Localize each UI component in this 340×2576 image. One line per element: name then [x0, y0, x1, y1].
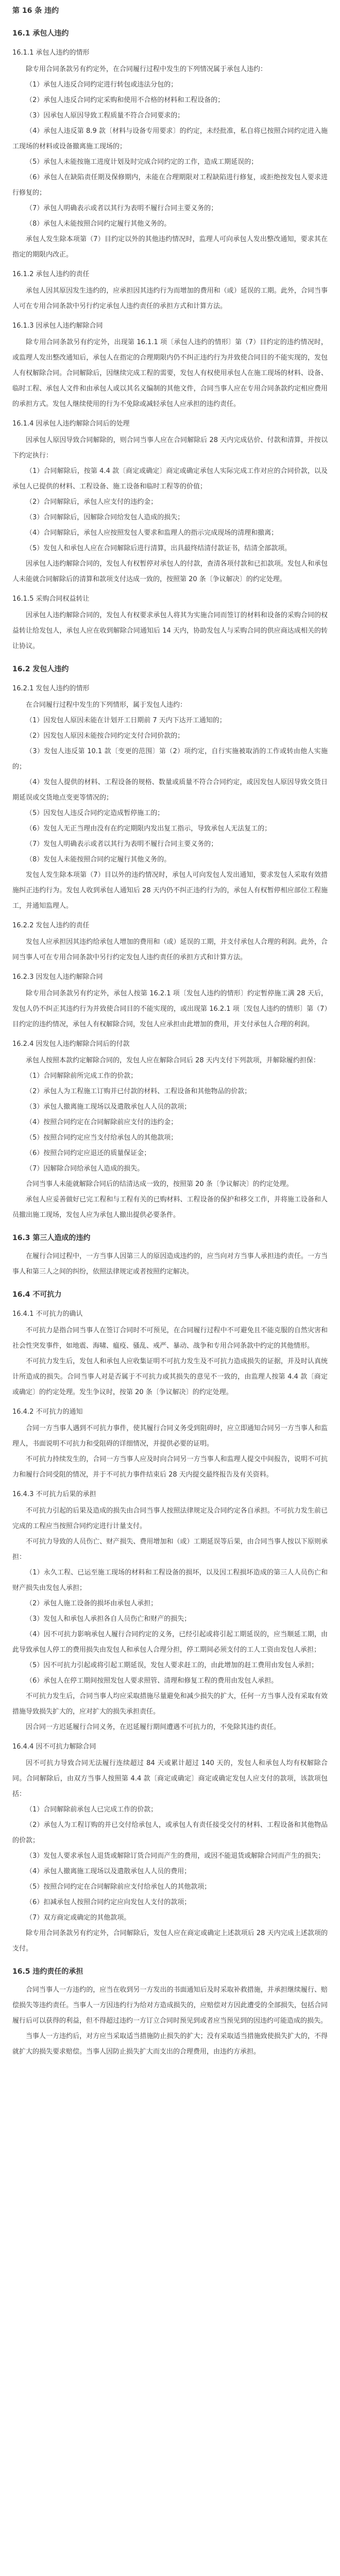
paragraph: 因承包人违约解除合同的，发包人有权暂停对承包人的付款，查清各项付款和已扣款项。发包人和承包人未能就合同解除后的清算和款项支付达成一致的，按照第 20 条〔争议解决〕的约定处理。: [12, 560, 328, 583]
paragraph: 承包人按照本款约定解除合同的，发包人应在解除合同后 28 天内支付下列款项，并解除履约担保：: [26, 1057, 320, 1064]
subsection-title: 16.4.2 不可抗力的通知: [12, 1408, 83, 1416]
list-item: （1）合同解除前承包人已完成工作的价款；: [26, 1806, 158, 1814]
paragraph: 不可抗力是指合同当事人在签订合同时不可预见，在合同履行过程中不可避免且不能克服的自然灾害和社会性突发事件，如地震、海啸、瘟疫、骚乱、戒严、暴动、战争和专用合同条款中约定的其他情形。: [12, 1327, 328, 1350]
list-item: （7）双方商定或确定的其他款项。: [26, 1914, 131, 1922]
paragraph: 因承包人违约解除合同的，发包人有权要求承包人将其为实施合同而签订的材料和设备的采购合同的权益转让给发包人，承包人应在收到解除合同通知后 14 天内，协助发包人与采购合同的供应商达成相关的转让协议。: [12, 612, 328, 650]
list-item: （7）发包人明确表示或者以其行为表明不履行合同主要义务的；: [26, 840, 218, 848]
list-item: （6）按照合同约定应退还的质量保证金；: [26, 1149, 151, 1157]
list-item: （5）承包人未能按施工进度计划及时完成合同约定的工作，造成工期延误的；: [26, 158, 258, 166]
subsection-title: 16.4.4 因不可抗力解除合同: [12, 1743, 96, 1751]
paragraph: 不可抗力引起的后果及造成的损失由合同当事人按照法律规定及合同约定各自承担。不可抗力发生前已完成的工程应当按照合同约定进行计量支付。: [12, 1507, 328, 1530]
list-item: （1）永久工程、已运至施工现场的材料和工程设备的损坏，以及因工程损坏造成的第三人人员伤亡和财产损失由发包人承担；: [12, 1569, 328, 1592]
section-title: 16.5 违约责任的承担: [12, 1968, 83, 1976]
subsection-title: 16.2.2 发包人违约的责任: [12, 922, 90, 929]
list-item: （1）承包人违反合同约定进行转包或违法分包的；: [26, 81, 178, 89]
paragraph: 发包人应承担因其违约给承包人增加的费用和（或）延误的工期，并支付承包人合理的利润。此外，合同当事人可在专用合同条款中另行约定发包人违约责任的承担方式和计算方法。: [12, 938, 328, 961]
paragraph: 在合同履行过程中发生的下列情形，属于发包人违约：: [26, 701, 187, 709]
sections-container: [12, 26, 328, 2060]
section: [12, 662, 328, 1223]
paragraph: 因合同一方迟延履行合同义务，在迟延履行期间遭遇不可抗力的，不免除其违约责任。: [26, 1723, 281, 1731]
list-item: （8）承包人未能按照合同约定履行其他义务的。: [26, 220, 171, 228]
paragraph: 合同当事人未能就解除合同后的结清达成一致的，按照第 20 条〔争议解决〕的约定处理。: [26, 1180, 293, 1188]
subsection-title: 16.2.3 因发包人违约解除合同: [12, 973, 103, 981]
paragraph: 在履行合同过程中，一方当事人因第三人的原因造成违约的，应当向对方当事人承担违约责任。一方当事人和第三人之间的纠纷，依照法律规定或者按照约定解决。: [12, 1252, 328, 1276]
list-item: （4）按照合同约定在合同解除前应支付的违约金；: [26, 1118, 178, 1126]
list-item: （2）承包人施工设备的损坏由承包人承担；: [26, 1600, 158, 1607]
subsection-title: 16.2.1 发包人违约的情形: [12, 685, 90, 692]
paragraph: 除专用合同条款另有约定外，在合同履行过程中发生的下列情况属于承包人违约：: [26, 65, 267, 73]
list-item: （5）发包人和承包人应在合同解除后进行清算，出具最终结清付款证书，结清全部款项。: [26, 545, 292, 552]
paragraph: 不可抗力持续发生的，合同一方当事人应及时向合同另一方当事人和监理人提交中间报告，说明不可抗力和履行合同受阻的情况，并于不可抗力事件结束后 28 天内提交最终报告及有关资料。: [12, 1455, 328, 1479]
list-item: （2）合同解除后，承包人应支付的违约金；: [26, 498, 158, 506]
section: [12, 1964, 328, 2060]
paragraph: 因不可抗力导致合同无法履行连续超过 84 天或累计超过 140 天的，发包人和承包人均有权解除合同。合同解除后，由双方当事人按照第 4.4 款〔商定或确定〕商定或确定发包人应支付的款项，该款项包括：: [12, 1759, 328, 1798]
list-item: （3）发包人和承包人承担各自人员伤亡和财产的损失；: [26, 1615, 191, 1623]
paragraph: 发包人发生除本项第（7）目以外的违约情况时，承包人可向发包人发出通知，要求发包人采取有效措施纠正违约行为。发包人收到承包人通知后 28 天内仍不纠正违约行为的，承包人有权暂停相应部位工程施工，并通知监理人。: [12, 871, 328, 910]
list-item: （4）承包人违反第 8.9 款〔材料与设备专用要求〕的约定，未经批准，私自将已按照合同约定进入施工现场的材料或设备撤离施工现场的；: [12, 127, 328, 150]
list-item: （7）承包人明确表示或者以其行为表明不履行合同主要义务的；: [26, 205, 218, 212]
section: [12, 26, 328, 654]
list-item: （3）合同解除后，因解除合同给发包人造成的损失；: [26, 514, 184, 521]
subsection-title: 16.1.1 承包人违约的情形: [12, 49, 90, 57]
subsection-title: 16.2.4 因发包人违约解除合同后的付款: [12, 1040, 130, 1048]
subsection-title: 16.1.4 因承包人违约解除合同后的处理: [12, 420, 130, 428]
subsection-title: 16.4.1 不可抗力的确认: [12, 1310, 83, 1318]
paragraph: 因承包人原因导致合同解除的，则合同当事人应在合同解除后 28 天内完成估价、付款和清算，并按以下约定执行：: [12, 436, 328, 460]
list-item: （2）承包人为工程订购的并已交付给承包人，或承包人有责任接受交付的材料、工程设备和其他物品的价款；: [12, 1821, 328, 1844]
list-item: （5）按照合同约定应当支付给承包人的其他款项；: [26, 1134, 178, 1142]
list-item: （4）因不可抗力影响承包人履行合同约定的义务，已经引起或将引起工期延误的，应当顺延工期，由此导致承包人停工的费用损失由发包人和承包人合理分担，停工期间必须支付的工人工资由发包人承担；: [12, 1631, 328, 1654]
paragraph: 不可抗力发生后，发包人和承包人应收集证明不可抗力发生及不可抗力造成损失的证据，并及时认真统计所造成的损失。合同当事人对是否属于不可抗力或其损失的意见不一致的，由监理人按第 4.4 款〔商定或确定〕的约定处理。发生争议时，按第 20 条〔争议解决〕的约定处理。: [12, 1358, 328, 1396]
list-item: （1）因发包人原因未能在计划开工日期前 7 天内下达开工通知的；: [26, 717, 226, 724]
list-item: （8）发包人未能按照合同约定履行其他义务的。: [26, 856, 171, 863]
paragraph: 除专用合同条款另有约定外，承包人按第 16.2.1 项〔发包人违约的情形〕约定暂停施工满 28 天后，发包人仍不纠正其违约行为并致使合同目的不能实现的，或出现第 16.2.1 项〔发包人违约的情形〕第（7）目约定的违约情况，承包人有权解除合同，发包人应承担由此增加的费用，并支付承包人合理的利润。: [12, 990, 328, 1028]
list-item: （5）因不可抗力引起或将引起工期延误，发包人要求赶工的，由此增加的赶工费用由发包人承担；: [26, 1662, 318, 1669]
list-item: （3）承包人撤离施工现场以及遣散承包人人员的款项；: [26, 1103, 191, 1111]
subsection-title: 16.1.2 承包人违约的责任: [12, 270, 90, 278]
list-item: （6）承包人在停工期间按照发包人要求照管、清理和修复工程的费用由发包人承担。: [26, 1677, 278, 1685]
section: [12, 1230, 328, 1280]
list-item: （3）因承包人原因导致工程质量不符合合同要求的；: [26, 112, 184, 120]
section-title: 16.4 不可抗力: [12, 1291, 62, 1299]
subsection-title: 16.1.3 因承包人违约解除合同: [12, 322, 103, 330]
paragraph: 承包人因其原因发生违约的，应承担因其违约行为而增加的费用和（或）延误的工期。此外，合同当事人可在专用合同条款中另行约定承包人违约责任的承担方式和计算方法。: [12, 287, 328, 310]
list-item: （1）合同解除前所完成工作的价款；: [26, 1072, 138, 1080]
paragraph: 承包人发生除本项第（7）目约定以外的其他违约情况时，监理人可向承包人发出整改通知，要求其在指定的期限内改正。: [12, 235, 328, 259]
section-title: 16.2 发包人违约: [12, 665, 69, 673]
list-item: （4）承包人撤离施工现场以及遣散承包人人员的费用；: [26, 1868, 191, 1875]
list-item: （6）扣减承包人按照合同约定应向发包人支付的款项；: [26, 1899, 191, 1906]
list-item: （6）承包人在缺陷责任期及保修期内，未能在合理期限对工程缺陷进行修复，或拒绝按发包人要求进行修复的；: [12, 174, 328, 197]
paragraph: 不可抗力导致的人员伤亡、财产损失、费用增加和（或）工期延误等后果，由合同当事人按以下原则承担：: [12, 1538, 328, 1561]
paragraph: 当事人一方违约后，对方应当采取适当措施防止损失的扩大；没有采取适当措施致使损失扩大的，不得就扩大的损失要求赔偿。当事人因防止损失扩大而支出的合理费用，由违约方承担。: [12, 2032, 328, 2056]
list-item: （2）承包人为工程施工订购并已付款的材料、工程设备和其他物品的价款；: [26, 1088, 251, 1095]
paragraph: 承包人应妥善做好已完工程和与工程有关的已购材料、工程设备的保护和移交工作，并将施工设备和人员撤出施工现场，发包人应为承包人撤出提供必要条件。: [12, 1196, 328, 1219]
list-item: （6）发包人无正当理由没有在约定期限内发出复工指示，导致承包人无法复工的；: [26, 825, 271, 833]
list-item: （2）因发包人原因未能按合同约定支付合同价款的；: [26, 732, 184, 740]
list-item: （4）合同解除后，承包人应按照发包人要求和监理人的指示完成现场的清理和撤离；: [26, 529, 278, 537]
paragraph: 除专用合同条款另有约定外，合同解除后，发包人应在商定或确定上述款项后 28 天内完成上述款项的支付。: [12, 1929, 328, 1953]
section-title: 16.3 第三人造成的违约: [12, 1234, 91, 1242]
chapter-title: 第 16 条 违约: [12, 7, 59, 15]
subsection-title: 16.1.5 采购合同权益转让: [12, 595, 90, 603]
list-item: （5）因发包人违反合同约定造成暂停施工的；: [26, 809, 164, 817]
list-item: （1）合同解除后，按第 4.4 款〔商定或确定〕商定或确定承包人实际完成工作对应的合同价款，以及承包人已提供的材料、工程设备、施工设备和临时工程等的价值；: [12, 467, 328, 490]
list-item: （3）发包人要求承包人退货或解除订货合同而产生的费用，或因不能退货或解除合同而产生的损失；: [26, 1852, 325, 1860]
list-item: （3）发包人违反第 10.1 款〔变更的范围〕第（2）项约定，自行实施被取消的工作或转由他人实施的；: [12, 748, 328, 771]
paragraph: 不可抗力发生后，合同当事人均应采取措施尽量避免和减少损失的扩大，任何一方当事人没有采取有效措施导致损失扩大的，应对扩大的损失承担责任。: [12, 1692, 328, 1716]
section-title: 16.1 承包人违约: [12, 29, 69, 38]
list-item: （7）因解除合同给承包人造成的损失。: [26, 1165, 144, 1173]
subsection-title: 16.4.3 不可抗力后果的承担: [12, 1490, 96, 1498]
list-item: （5）按照合同约定在合同解除前应支付给承包人的其他款项；: [26, 1883, 211, 1891]
paragraph: 合同当事人一方违约的，应当在收到另一方发出的书面通知后及时采取补救措施，并承担继续履行、赔偿损失等违约责任。当事人一方因违约行为给对方造成损失的，应赔偿对方因此遭受的全部损失，包括合同履行后可以获得的利益，但不得超过违约一方订立合同时预见到或者应当预见到的因违约可能造成的损失。: [12, 1986, 328, 2025]
section: [12, 1287, 328, 1957]
paragraph: 合同一方当事人遇到不可抗力事件，使其履行合同义务受到阻碍时，应立即通知合同另一方当事人和监理人，书面说明不可抗力和受阻碍的详细情况，并提供必要的证明。: [12, 1425, 328, 1448]
list-item: （2）承包人违反合同约定采购和使用不合格的材料和工程设备的；: [26, 96, 225, 104]
list-item: （4）发包人提供的材料、工程设备的规格、数量或质量不符合合同约定，或因发包人原因导致交货日期延误或交货地点变更等情况的；: [12, 778, 328, 802]
paragraph: 除专用合同条款另有约定外，出现第 16.1.1 项〔承包人违约的情形〕第（7）目约定的违约情况时，或监理人发出整改通知后，承包人在指定的合理期限内仍不纠正违约行为并致使合同目的不能实现的，发包人有权解除合同。合同解除后，因继续完成工程的需要，发包人有权使用承包人在施工现场的材料、设备、临时工程、承包人文件和由承包人或以其名义编制的其他文件，合同当事人应在专用合同条款约定相应费用的承担方式。发包人继续使用的行为不免除或减轻承包人应承担的违约责任。: [12, 338, 328, 408]
